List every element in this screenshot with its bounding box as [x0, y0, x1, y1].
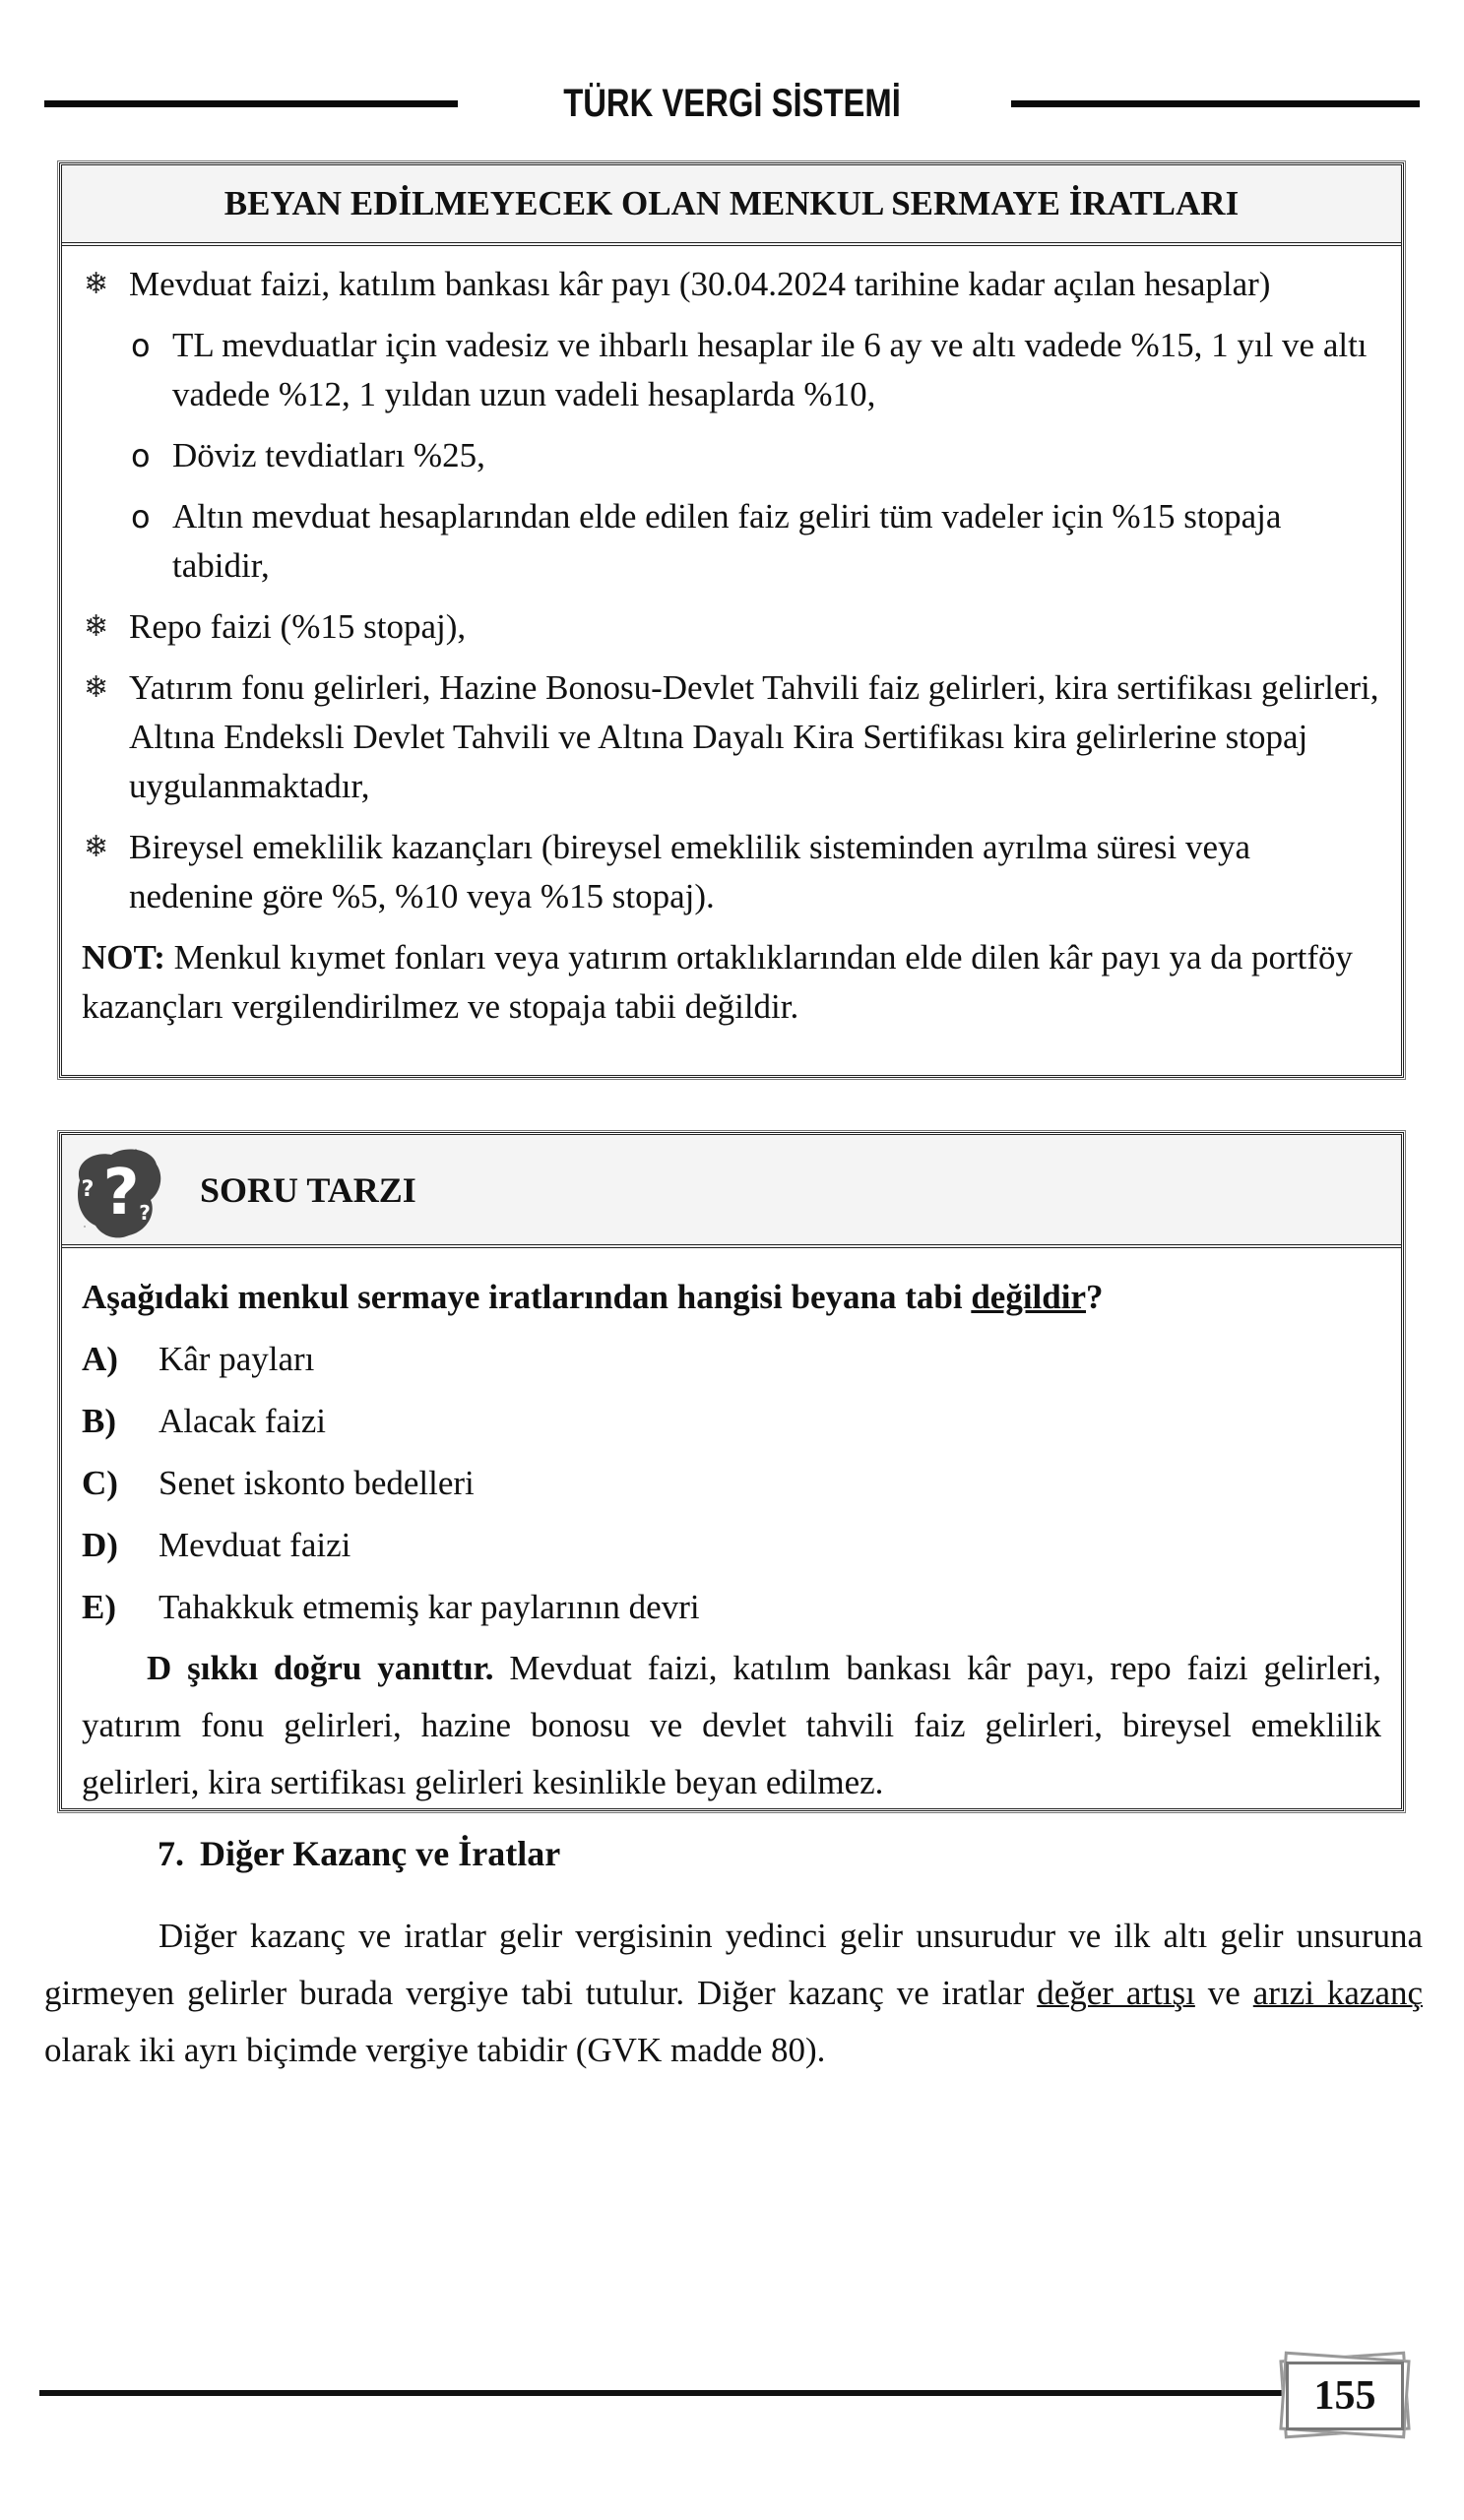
- header-rule-right: [1011, 100, 1420, 107]
- section-paragraph: [44, 1908, 1423, 2079]
- list-item: [82, 823, 1381, 921]
- paragraph-text: olarak iki ayrı biçimde vergiye tabidir (GVK madde 80).: [44, 2031, 826, 2069]
- list-item: [82, 260, 1381, 309]
- option-text: Senet iskonto bedelleri: [159, 1464, 475, 1502]
- answer-option-b: [82, 1390, 1381, 1452]
- paragraph-text: ve: [1194, 1974, 1253, 2012]
- paragraph-text: Diğer kazanç ve iratlar gelir vergisinin yedinci gelir unsurudur ve ilk altı gelir unsuruna girmeyen gelirler burada vergiye tabi tutulur. Diğer kazanç ve iratlar: [44, 1917, 1423, 2012]
- section-number: 7.: [158, 1834, 184, 1873]
- circle-icon: o: [131, 498, 151, 536]
- option-letter: C): [82, 1464, 118, 1502]
- underlined-term: değer artışı: [1037, 1974, 1195, 2012]
- answer-explanation: [82, 1640, 1381, 1811]
- question-mark: ?: [1086, 1278, 1104, 1316]
- running-header: [44, 79, 1420, 128]
- page-number: 155: [1286, 2362, 1404, 2430]
- option-letter: D): [82, 1526, 118, 1564]
- list-item-text: Yatırım fonu gelirleri, Hazine Bonosu-Devlet Tahvili faiz gelirleri, kira sertifikası gelirleri, Altına Endeksli Devlet Tahvili ve Altına Dayalı Kira Sertifikası kira gelirlerine stopaj uygulanmaktadır,: [129, 668, 1379, 805]
- answer-option-e: [82, 1576, 1381, 1638]
- circle-icon: o: [131, 437, 151, 474]
- circle-icon: o: [131, 327, 151, 364]
- option-letter: B): [82, 1402, 116, 1440]
- question-box-header: [62, 1135, 1401, 1248]
- page-number-badge: [1278, 2348, 1412, 2442]
- option-letter: A): [82, 1340, 118, 1378]
- question-emphasis: değildir: [971, 1278, 1087, 1316]
- option-text: Alacak faizi: [159, 1402, 327, 1440]
- info-box-body: [62, 246, 1401, 1032]
- sub-list-item: [82, 492, 1381, 591]
- question-mark-icon: [66, 1141, 172, 1243]
- question-text-part: Aşağıdaki menkul sermaye iratlarından hangisi beyana tabi: [82, 1278, 972, 1316]
- option-text: Tahakkuk etmemiş kar paylarının devri: [159, 1588, 700, 1626]
- note-label: NOT:: [82, 938, 165, 976]
- info-box-title: BEYAN EDİLMEYECEK OLAN MENKUL SERMAYE İRATLARI: [62, 165, 1401, 246]
- note: [82, 933, 1381, 1032]
- list-item: [82, 602, 1381, 652]
- list-item-text: Mevduat faizi, katılım bankası kâr payı (30.04.2024 tarihine kadar açılan hesaplar): [129, 265, 1271, 303]
- answer-option-d: [82, 1514, 1381, 1576]
- note-text: Menkul kıymet fonları veya yatırım ortaklıklarından elde dilen kâr payı ya da portföy kazançları vergilendirilmez ve stopaja tabii değildir.: [82, 938, 1354, 1026]
- answer-label: D şıkkı doğru yanıttır.: [147, 1649, 494, 1687]
- option-text: Mevduat faizi: [159, 1526, 351, 1564]
- sub-list-item-text: TL mevduatlar için vadesiz ve ihbarlı hesaplar ile 6 ay ve altı vadede %15, 1 yıl ve altı vadede %12, 1 yıldan uzun vadeli hesaplarda %10,: [172, 326, 1368, 413]
- svg-text:?: ?: [81, 1177, 95, 1202]
- svg-text:?: ?: [102, 1157, 140, 1229]
- info-box: [59, 162, 1404, 1078]
- option-text: Kâr payları: [159, 1340, 315, 1378]
- answer-option-c: [82, 1452, 1381, 1514]
- underlined-term: arızi kazanç: [1252, 1974, 1424, 2012]
- sub-list-item: [82, 321, 1381, 419]
- snowflake-icon: ❄: [84, 830, 109, 864]
- section-heading: [158, 1833, 560, 1874]
- svg-text:?: ?: [139, 1201, 151, 1225]
- book-title: TÜRK VERGİ SİSTEMİ: [563, 82, 901, 125]
- list-item: [82, 663, 1381, 811]
- question-box-title: SORU TARZI: [200, 1169, 416, 1210]
- sub-list-item: [82, 431, 1381, 480]
- option-letter: E): [82, 1588, 116, 1626]
- list-item-text: Bireysel emeklilik kazançları (bireysel emeklilik sisteminden ayrılma süresi veya nedenine göre %5, %10 veya %15 stopaj).: [129, 828, 1251, 915]
- list-item-text: Repo faizi (%15 stopaj),: [129, 607, 467, 646]
- footer-rule: [39, 2390, 1285, 2396]
- section-title: Diğer Kazanç ve İratlar: [200, 1834, 561, 1873]
- answer-option-a: [82, 1328, 1381, 1390]
- snowflake-icon: ❄: [84, 609, 109, 644]
- sub-list-item-text: Döviz tevdiatları %25,: [172, 436, 485, 474]
- question-body: [62, 1248, 1401, 1811]
- snowflake-icon: ❄: [84, 267, 109, 301]
- question-text: [82, 1266, 1381, 1328]
- question-box: [59, 1132, 1404, 1811]
- answer-text: Mevduat faizi, katılım bankası kâr payı, repo faizi gelirleri, yatırım fonu gelirleri, hazine bonosu ve devlet tahvili faiz gelirleri, bireysel emeklilik gelirleri, kira sertifikası gelirleri kesinlikle beyan edilmez.: [82, 1649, 1381, 1801]
- snowflake-icon: ❄: [84, 670, 109, 705]
- sub-list-item-text: Altın mevduat hesaplarından elde edilen faiz geliri tüm vadeler için %15 stopaja tabidir,: [172, 497, 1282, 585]
